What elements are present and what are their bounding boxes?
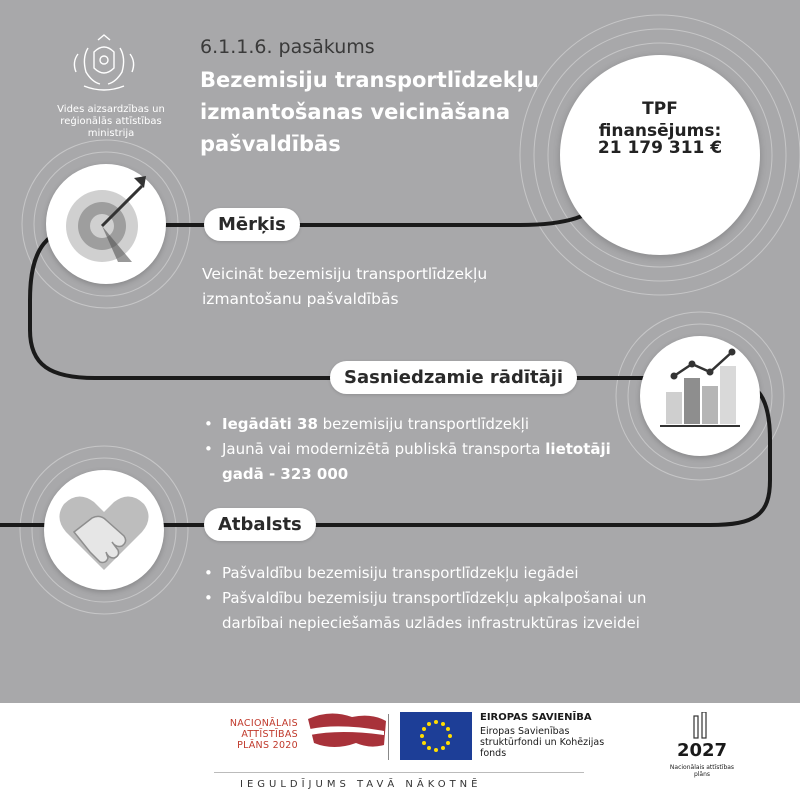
- page-title: Bezemisiju transportlīdzekļu izmantošanas veicināšana pašvaldībās: [200, 68, 539, 156]
- latvia-map-icon: [300, 705, 410, 753]
- footer-divider: [388, 714, 389, 760]
- funding-label: TPF finansējums:: [598, 99, 722, 141]
- indicators-heading: Sasniedzamie rādītāji: [330, 361, 577, 394]
- slogan: IEGULDĪJUMS TAVĀ NĀKOTNĒ: [240, 779, 482, 790]
- indicator-1-bold: Iegādāti 38: [222, 415, 318, 433]
- eu-flag-icon: [400, 712, 472, 760]
- support-1-text: Pašvaldību bezemisiju transportlīdzekļu iegādei: [222, 564, 579, 582]
- indicators-icon-circle: [640, 336, 760, 456]
- goal-heading: Mērķis: [204, 208, 300, 241]
- list-item: [200, 586, 680, 636]
- nap-year-subtitle: Nacionālais attīstības plāns: [669, 764, 735, 778]
- eu-subtitle: Eiropas Savienības struktūrfondi un Kohēzijas fonds: [480, 726, 605, 759]
- coat-of-arms-icon: [64, 32, 144, 98]
- indicator-2-bold: lietotāji gadā - 323 000: [222, 440, 611, 483]
- goal-icon-circle: [46, 164, 166, 284]
- goal-text: Veicināt bezemisiju transportlīdzekļu izmantošanu pašvaldībās: [202, 265, 488, 308]
- list-item: [200, 412, 640, 437]
- support-icon-circle: [44, 470, 164, 590]
- eu-title: EIROPAS SAVIENĪBA: [480, 712, 592, 723]
- handshake-icon: [44, 470, 164, 590]
- indicator-2-text: Jaunā vai modernizētā publiskā transporta: [222, 440, 546, 458]
- target-icon: [46, 164, 166, 284]
- ministry-name: Vides aizsardzības un reģionālās attīstības ministrija: [57, 104, 165, 139]
- bar-chart-icon: [640, 336, 760, 456]
- indicator-1-text: bezemisiju transportlīdzekļi: [317, 415, 530, 433]
- support-list: [200, 561, 680, 636]
- support-2-text: Pašvaldību bezemisiju transportlīdzekļu apkalpošanai un darbībai nepieciešamās uzlādes infrastruktūras izveidei: [222, 589, 647, 632]
- funding-amount: 21 179 311 €: [597, 138, 723, 158]
- indicators-list: [200, 412, 640, 487]
- list-item: [200, 437, 640, 487]
- nap-year: 2027: [676, 740, 728, 761]
- nap-label: NACIONĀLAIS ATTĪSTĪBAS PLĀNS 2020: [229, 718, 298, 751]
- list-item: [200, 561, 680, 586]
- slogan-rule: [214, 772, 584, 773]
- support-heading: Atbalsts: [204, 508, 316, 541]
- measure-number: 6.1.1.6. pasākums: [200, 36, 375, 58]
